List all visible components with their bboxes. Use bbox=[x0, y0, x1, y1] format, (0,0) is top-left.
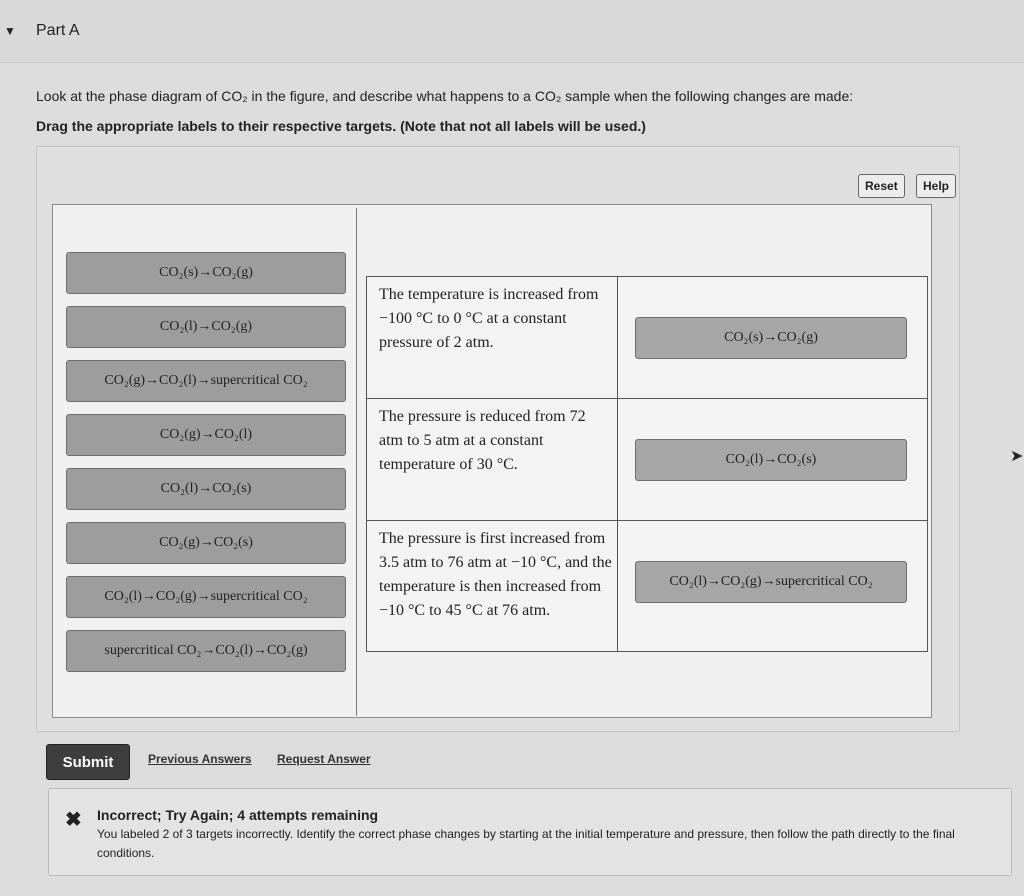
row-separator bbox=[617, 399, 618, 520]
drop-target-3[interactable]: CO₂(l)→CO₂(g)→supercritical CO₂ bbox=[635, 561, 907, 603]
label-tile[interactable]: supercritical CO₂→CO₂(l)→CO₂(g) bbox=[66, 630, 346, 672]
question-text: Look at the phase diagram of CO₂ in the figure, and describe what happens to a CO₂ sample when the following changes are made: bbox=[36, 88, 854, 104]
target-prompt-2: The pressure is reduced from 72 atm to 5 atm at a constant temperature of 30 °C. bbox=[379, 408, 586, 473]
label-tile[interactable]: CO₂(l)→CO₂(g) bbox=[66, 306, 346, 348]
target-row-1 bbox=[367, 277, 927, 399]
mouse-cursor-icon: ➤ bbox=[1010, 448, 1024, 465]
previous-answers-link[interactable]: Previous Answers bbox=[148, 752, 252, 766]
row-separator bbox=[617, 521, 618, 651]
target-prompt-1: The temperature is increased from −100 °C to 0 °C at a constant pressure of 2 atm. bbox=[379, 286, 599, 351]
request-answer-link[interactable]: Request Answer bbox=[277, 752, 371, 766]
label-tile[interactable]: CO₂(g)→CO₂(l) bbox=[66, 414, 346, 456]
target-row-3 bbox=[367, 521, 927, 651]
label-tile[interactable]: CO₂(g)→CO₂(l)→supercritical CO₂ bbox=[66, 360, 346, 402]
label-tile[interactable]: CO₂(l)→CO₂(g)→supercritical CO₂ bbox=[66, 576, 346, 618]
label-tile[interactable]: CO₂(l)→CO₂(s) bbox=[66, 468, 346, 510]
instructions-text: Drag the appropriate labels to their respective targets. (Note that not all labels will be used.) bbox=[36, 118, 646, 134]
target-row-2 bbox=[367, 399, 927, 521]
drop-target-2[interactable]: CO₂(l)→CO₂(s) bbox=[635, 439, 907, 481]
submit-button[interactable]: Submit bbox=[46, 744, 130, 780]
target-prompt-3: The pressure is first increased from 3.5 atm to 76 atm at −10 °C, and the temperature is then increased from −10 °C to 45 °C at 76 atm. bbox=[379, 530, 612, 619]
target-table bbox=[366, 276, 928, 652]
feedback-box bbox=[48, 788, 1012, 876]
help-button[interactable]: Help bbox=[916, 174, 956, 198]
row-separator bbox=[617, 277, 618, 398]
collapse-caret-icon[interactable]: ▼ bbox=[4, 24, 16, 38]
label-tile[interactable]: CO₂(g)→CO₂(s) bbox=[66, 522, 346, 564]
part-header[interactable] bbox=[0, 0, 1024, 63]
incorrect-x-icon: ✖ bbox=[65, 809, 82, 831]
feedback-body: You labeled 2 of 3 targets incorrectly. Identify the correct phase changes by starting at the initial temperature and pressure, then follow the path directly to the final conditions. bbox=[97, 827, 955, 860]
divider bbox=[356, 208, 357, 716]
reset-button[interactable]: Reset bbox=[858, 174, 905, 198]
label-tile[interactable]: CO₂(s)→CO₂(g) bbox=[66, 252, 346, 294]
drop-target-1[interactable]: CO₂(s)→CO₂(g) bbox=[635, 317, 907, 359]
part-title: Part A bbox=[36, 22, 80, 39]
feedback-title: Incorrect; Try Again; 4 attempts remaining bbox=[97, 807, 379, 823]
